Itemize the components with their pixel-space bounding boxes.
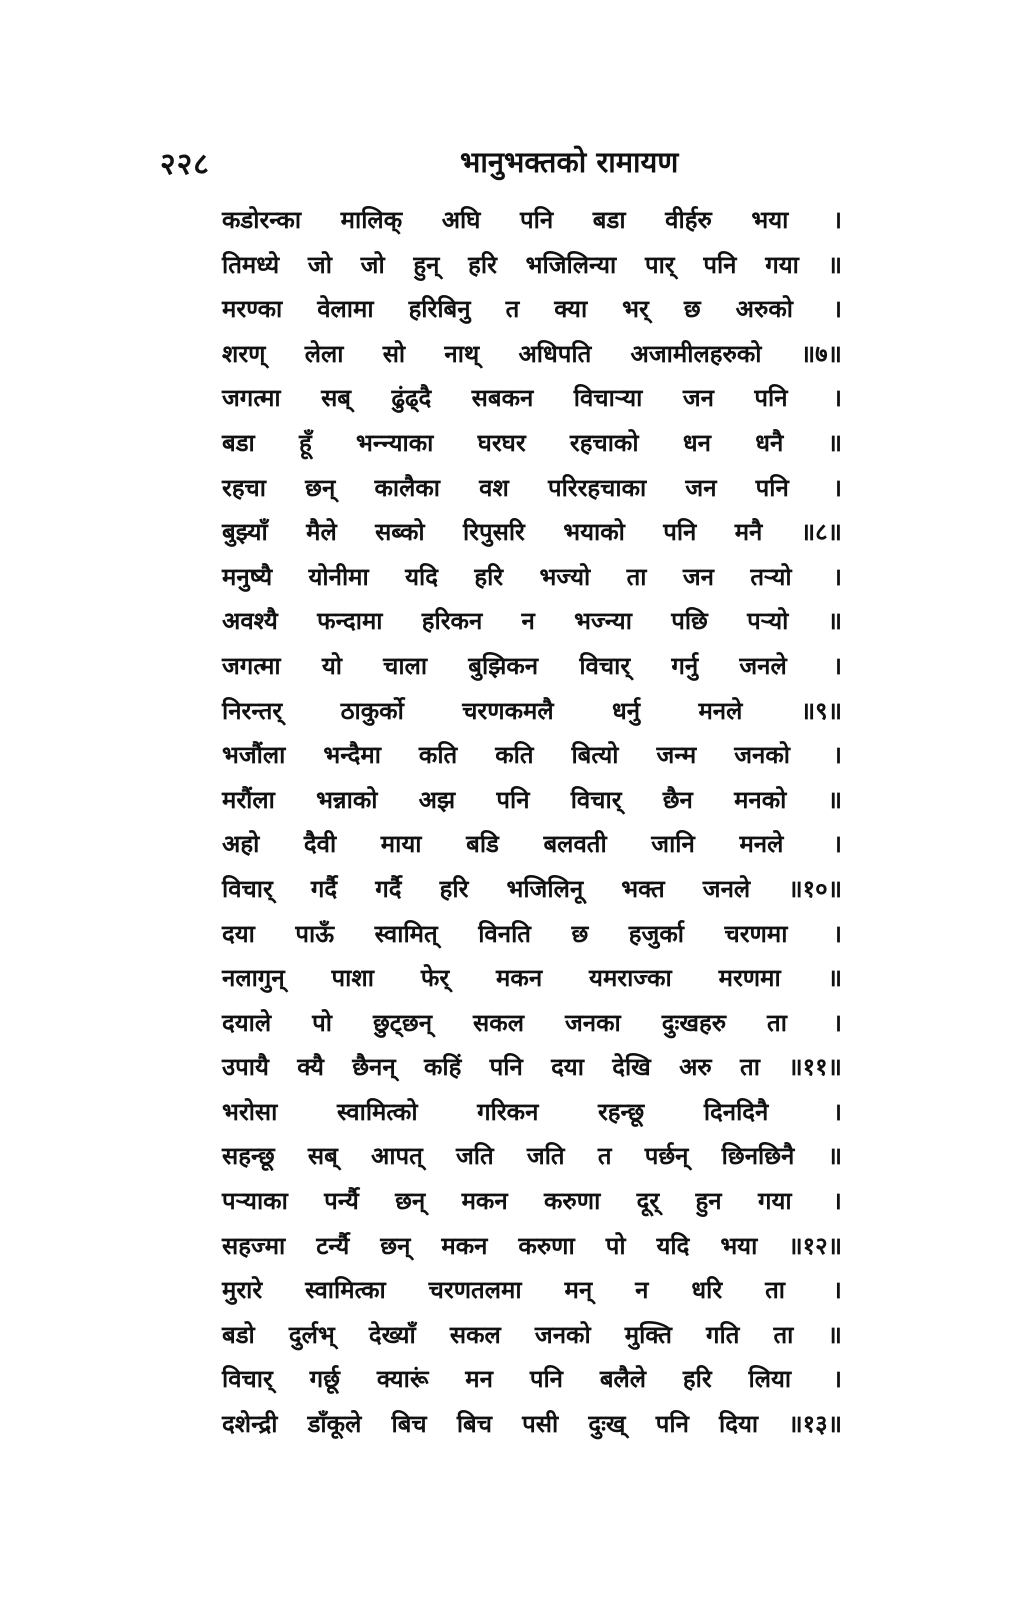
verse-word: योनीमा: [308, 562, 369, 591]
verse-line: [222, 1001, 842, 1046]
page-number: २२८: [160, 147, 210, 182]
verse-word: पार्: [644, 250, 675, 279]
verse-word: यदि: [405, 562, 438, 591]
verse-word: दुर्लभ्: [288, 1320, 335, 1349]
verse-word: छन्: [305, 473, 336, 502]
verse-word: छैनन्: [352, 1053, 396, 1082]
verse-word: भज्न्या: [574, 607, 632, 636]
verse-word: सब्: [321, 384, 352, 413]
verse-word: गर्दै: [310, 874, 338, 903]
verse-line: [222, 1045, 842, 1090]
verse-word: हरि: [439, 874, 469, 903]
verse-word: चाला: [383, 651, 428, 680]
verse-word: अवश्यै: [222, 607, 278, 636]
verse-word: जगत्मा: [222, 651, 281, 680]
verse-word: ढुंढ्दै: [391, 384, 432, 413]
verse-word: पनि: [496, 785, 530, 814]
verse-word: ॥८॥: [800, 518, 842, 547]
verse-word: ॥७॥: [800, 339, 842, 368]
verse-word: धनै: [755, 428, 784, 457]
verse-word: हूँ: [299, 428, 312, 457]
verse-word: पनि: [703, 250, 737, 279]
verse-word: कति: [418, 741, 458, 770]
verse-word: गर्नु: [671, 651, 699, 680]
verse-word: जनको: [534, 1320, 591, 1349]
verse-word: अरु: [679, 1053, 712, 1082]
verse-line: [222, 1090, 842, 1135]
verse-word: भया: [751, 206, 789, 234]
verse-word: दुःखहरु: [661, 1008, 727, 1037]
verse-word: मरण्का: [222, 295, 283, 324]
verse-line: [222, 867, 842, 912]
page-title: भानुभक्तको रामायण: [460, 145, 679, 179]
verse-word: अधिपति: [518, 339, 592, 368]
verse-word: अघि: [441, 206, 481, 234]
verse-line: [222, 1402, 842, 1447]
verse-word: विचार्: [579, 651, 631, 680]
verse-word: करुणा: [544, 1187, 601, 1216]
verse-word: हरि: [682, 1365, 712, 1394]
verse-word: ।: [832, 830, 842, 859]
verse-word: सकल: [449, 1320, 501, 1349]
verse-word: हरि: [474, 562, 504, 591]
verse-word: ता: [626, 562, 647, 591]
verse-word: यो: [321, 651, 342, 680]
verse-word: छन्: [380, 1231, 411, 1260]
verse-word: ॥: [827, 428, 842, 457]
verse-word: मन: [465, 1365, 493, 1394]
verse-word: पर्छन्: [644, 1142, 689, 1171]
verse-line: [222, 332, 842, 377]
verse-word: पनि: [755, 473, 789, 502]
verse-word: जो: [360, 250, 385, 279]
verse-word: जनका: [564, 1008, 621, 1037]
verse-word: निरन्तर्: [222, 696, 283, 725]
verse-word: तऱ्यो: [750, 562, 792, 591]
verse-word: क्यै: [297, 1053, 324, 1082]
verse-word: करुणा: [518, 1231, 575, 1260]
verse-word: मनुष्यै: [222, 562, 273, 591]
verse-word: भन्दैमा: [323, 741, 381, 770]
verse-word: दयाले: [222, 1008, 272, 1037]
verse-word: भक्त: [621, 874, 665, 903]
verse-word: मालिक्: [340, 206, 403, 234]
verse-block: [222, 198, 842, 1447]
verse-word: भजिलिन्या: [525, 250, 617, 279]
verse-word: वेलामा: [317, 295, 374, 324]
verse-word: बिच: [391, 1410, 427, 1439]
verse-word: बडा: [592, 206, 626, 234]
verse-word: देख्याँ: [368, 1320, 416, 1349]
verse-word: जन: [682, 562, 714, 591]
verse-word: मन्: [564, 1276, 593, 1305]
verse-word: आपत्: [370, 1142, 423, 1171]
verse-word: मकन: [461, 1187, 508, 1216]
verse-word: सब्: [307, 1142, 338, 1171]
verse-word: ।: [832, 473, 842, 502]
verse-line: [222, 644, 842, 689]
verse-line: [222, 376, 842, 421]
verse-word: ता: [740, 1053, 760, 1082]
verse-word: यदि: [656, 1231, 690, 1260]
verse-word: स्वामित्को: [336, 1097, 418, 1126]
verse-word: अहो: [222, 830, 260, 859]
verse-line: [222, 243, 842, 288]
verse-word: हरि: [468, 250, 497, 279]
verse-word: पो: [312, 1008, 332, 1037]
verse-word: तिमध्ये: [222, 250, 280, 279]
verse-word: मरौंला: [222, 785, 275, 814]
verse-word: ॥: [827, 607, 842, 636]
verse-word: पर्न्यै: [324, 1187, 359, 1216]
verse-word: भन्न्याका: [356, 428, 434, 457]
verse-word: अजामीलहरुको: [630, 339, 762, 368]
verse-word: पनि: [489, 1053, 523, 1082]
verse-word: ता: [765, 1276, 785, 1305]
verse-word: मैले: [306, 518, 337, 547]
verse-word: छिनछिनै: [721, 1142, 795, 1171]
verse-word: सबकन: [471, 384, 534, 413]
verse-word: मुरारे: [222, 1276, 263, 1305]
verse-word: मनको: [734, 785, 787, 814]
verse-word: मरणमा: [718, 964, 781, 993]
verse-word: परिरहचाका: [547, 473, 647, 502]
verse-word: हुन्: [413, 250, 440, 279]
verse-word: ॥: [827, 1142, 842, 1171]
verse-word: जन: [685, 473, 717, 502]
verse-word: बडि: [466, 830, 499, 859]
verse-word: ॥: [827, 1320, 842, 1349]
verse-word: विचार्: [570, 785, 622, 814]
verse-word: ॥११॥: [788, 1053, 842, 1082]
verse-word: चरणकमलै: [462, 696, 554, 725]
verse-word: मनले: [698, 696, 743, 725]
verse-word: ता: [773, 1320, 794, 1349]
verse-word: पछि: [671, 607, 708, 636]
verse-word: टर्न्यै: [316, 1231, 350, 1260]
verse-word: लेला: [304, 339, 344, 368]
verse-word: दया: [551, 1053, 584, 1082]
verse-line: [222, 1134, 842, 1179]
verse-word: विचाऱ्या: [573, 384, 643, 413]
verse-word: ।: [832, 651, 842, 680]
verse-word: भज्यो: [539, 562, 591, 591]
verse-word: जन्म: [656, 741, 697, 770]
verse-word: रहन्छू: [597, 1097, 645, 1126]
verse-word: ।: [832, 206, 842, 234]
verse-word: न: [521, 607, 535, 636]
verse-word: ।: [832, 1008, 842, 1037]
verse-word: कडोरन्का: [222, 206, 302, 234]
verse-word: दिनदिनै: [703, 1097, 769, 1126]
verse-word: नलागुन्: [222, 964, 285, 993]
verse-word: दिया: [719, 1410, 759, 1439]
verse-word: गति: [705, 1320, 740, 1349]
verse-word: बलैले: [599, 1365, 647, 1394]
verse-word: छन्: [395, 1187, 426, 1216]
verse-word: ॥१०॥: [788, 874, 842, 903]
verse-word: क्या: [554, 295, 588, 324]
verse-word: हजुर्का: [628, 919, 684, 948]
verse-word: ।: [832, 919, 842, 948]
verse-word: डाँकूले: [307, 1410, 362, 1439]
verse-word: फन्दामा: [317, 607, 383, 636]
verse-word: चरणमा: [724, 919, 788, 948]
verse-word: वश: [479, 473, 509, 502]
verse-word: पनि: [655, 1410, 689, 1439]
verse-word: फेर्: [420, 964, 450, 993]
verse-word: अझ: [418, 785, 456, 814]
verse-line: [222, 822, 842, 867]
verse-line: [222, 198, 842, 243]
verse-word: छैन: [662, 785, 693, 814]
verse-word: धन: [682, 428, 711, 457]
verse-word: जति: [456, 1142, 494, 1171]
verse-word: दूर्: [636, 1187, 660, 1216]
verse-word: सो: [382, 339, 406, 368]
verse-word: जन: [682, 384, 714, 413]
verse-line: [222, 1313, 842, 1358]
verse-word: माया: [380, 830, 422, 859]
verse-word: जो: [307, 250, 332, 279]
verse-word: गया: [765, 250, 799, 279]
verse-word: ।: [832, 741, 842, 770]
verse-word: पऱ्यो: [747, 607, 789, 636]
verse-word: छुट्छन्: [372, 1008, 433, 1037]
verse-word: विनति: [478, 919, 531, 948]
verse-line: [222, 733, 842, 778]
verse-word: विचार्: [222, 874, 273, 903]
verse-word: जानि: [651, 830, 695, 859]
verse-word: ॥९॥: [800, 696, 842, 725]
verse-line: [222, 912, 842, 957]
verse-word: मनले: [739, 830, 784, 859]
verse-line: [222, 956, 842, 1001]
verse-word: भर्: [622, 295, 649, 324]
verse-word: कति: [495, 741, 534, 770]
verse-word: धर्नु: [612, 696, 641, 725]
verse-word: हुन: [695, 1187, 722, 1216]
verse-word: छ: [683, 295, 701, 324]
verse-line: [222, 421, 842, 466]
verse-line: [222, 1357, 842, 1402]
verse-line: [222, 287, 842, 332]
verse-word: त: [597, 1142, 612, 1171]
verse-word: पसी: [522, 1410, 559, 1439]
verse-word: रिपुसरि: [462, 518, 525, 547]
verse-word: गर्छू: [309, 1365, 341, 1394]
verse-word: कहिं: [423, 1053, 462, 1082]
verse-word: घरघर: [477, 428, 526, 457]
verse-word: पनि: [529, 1365, 563, 1394]
verse-word: ।: [832, 1097, 842, 1126]
verse-word: सकल: [473, 1008, 524, 1037]
verse-word: मुक्ति: [624, 1320, 672, 1349]
verse-word: भया: [720, 1231, 758, 1260]
verse-word: भन्नाको: [316, 785, 378, 814]
verse-line: [222, 1179, 842, 1224]
verse-word: अरुको: [735, 295, 793, 324]
verse-word: पऱ्याका: [222, 1187, 288, 1216]
verse-word: लिया: [748, 1365, 792, 1394]
verse-word: नाथ्: [444, 339, 480, 368]
verse-line: [222, 1268, 842, 1313]
verse-word: हरिकन: [421, 607, 483, 636]
verse-word: दया: [222, 919, 255, 948]
verse-word: बलवती: [543, 830, 607, 859]
verse-word: यमराज्का: [589, 964, 672, 993]
verse-word: पनि: [520, 206, 554, 234]
verse-word: भयाको: [563, 518, 625, 547]
verse-word: ॥: [827, 785, 842, 814]
verse-word: ।: [832, 562, 842, 591]
verse-word: छ: [571, 919, 589, 948]
verse-word: स्वामित्: [374, 919, 438, 948]
verse-word: हरिबिनु: [408, 295, 471, 324]
verse-word: जगत्मा: [222, 384, 281, 413]
verse-word: ।: [832, 384, 842, 413]
page-header: [160, 142, 860, 192]
verse-word: भजिलिनू: [506, 874, 584, 903]
verse-word: ॥१२॥: [788, 1231, 842, 1260]
verse-word: जनले: [702, 874, 751, 903]
verse-word: न: [635, 1276, 649, 1305]
verse-word: बित्यो: [571, 741, 619, 770]
verse-line: [222, 1224, 842, 1269]
verse-word: शरण्: [222, 339, 266, 368]
verse-line: [222, 555, 842, 600]
verse-word: रहचाको: [569, 428, 639, 457]
verse-word: पनि: [754, 384, 788, 413]
verse-word: गया: [757, 1187, 792, 1216]
verse-word: दैवी: [303, 830, 337, 859]
verse-word: मकन: [496, 964, 543, 993]
verse-word: पो: [605, 1231, 626, 1260]
verse-word: धरि: [691, 1276, 723, 1305]
verse-word: गर्दै: [375, 874, 402, 903]
verse-word: जनले: [739, 651, 787, 680]
verse-word: ॥: [827, 250, 842, 279]
verse-word: ॥: [827, 964, 842, 993]
verse-word: देखि: [612, 1053, 651, 1082]
verse-line: [222, 599, 842, 644]
verse-word: ता: [767, 1008, 787, 1037]
verse-word: विचार्: [222, 1365, 273, 1394]
verse-word: बडा: [222, 428, 255, 457]
verse-word: बिच: [456, 1410, 492, 1439]
verse-word: दुःख्: [588, 1410, 626, 1439]
verse-line: [222, 510, 842, 555]
verse-word: सब्को: [375, 518, 425, 547]
verse-word: ।: [832, 1187, 842, 1216]
verse-word: चरणतलमा: [428, 1276, 522, 1305]
verse-word: भजौंला: [222, 741, 286, 770]
verse-word: बुझिकन: [468, 651, 539, 680]
verse-word: ठाकुर्को: [340, 696, 404, 725]
verse-word: बुझ्याँ: [222, 518, 268, 547]
verse-word: दशेन्द्री: [222, 1410, 278, 1439]
verse-word: पनि: [663, 518, 697, 547]
verse-word: रहचा: [222, 473, 267, 502]
verse-word: पाऊँ: [295, 919, 335, 948]
verse-word: पाशा: [331, 964, 374, 993]
verse-word: वीर्हरु: [665, 206, 712, 234]
verse-word: जति: [526, 1142, 565, 1171]
verse-word: गरिकन: [477, 1097, 539, 1126]
verse-word: कालैका: [374, 473, 441, 502]
verse-word: सहन्छू: [222, 1142, 275, 1171]
verse-line: [222, 778, 842, 823]
verse-word: ।: [832, 295, 842, 324]
verse-word: क्यारूं: [376, 1365, 429, 1394]
verse-word: जनको: [734, 741, 790, 770]
verse-word: भरोसा: [222, 1097, 278, 1126]
verse-word: ।: [832, 1365, 842, 1394]
verse-word: ॥१३॥: [788, 1410, 842, 1439]
verse-word: ।: [832, 1276, 842, 1305]
verse-word: त: [505, 295, 520, 324]
verse-word: सहज्मा: [222, 1231, 286, 1260]
verse-word: बडो: [222, 1320, 255, 1349]
verse-line: [222, 689, 842, 734]
verse-line: [222, 466, 842, 511]
verse-word: स्वामित्का: [305, 1276, 386, 1305]
verse-word: मनै: [734, 518, 763, 547]
verse-word: मकन: [441, 1231, 488, 1260]
verse-word: उपायै: [222, 1053, 269, 1082]
